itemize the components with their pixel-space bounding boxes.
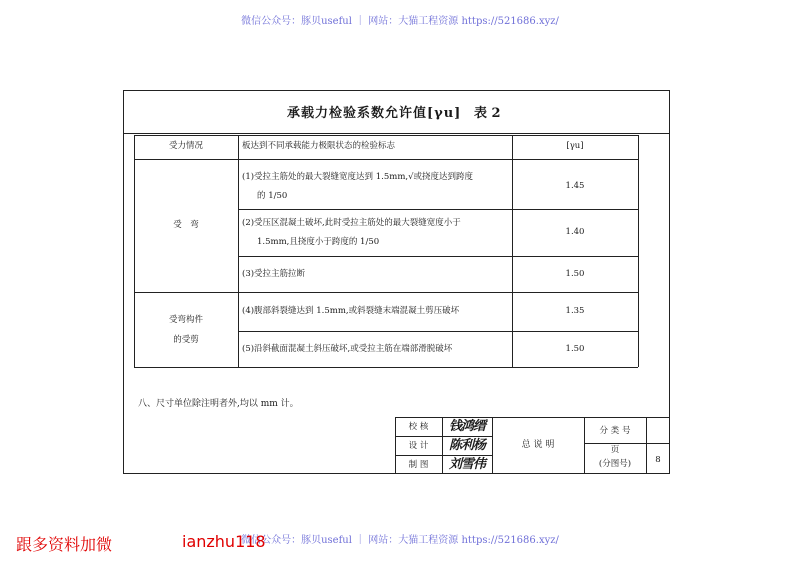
column-divider	[238, 135, 239, 367]
row-2-text-line1: (2)受压区混凝土破坏,此时受拉主筋处的最大裂缝宽度小于	[242, 218, 461, 228]
dimension-note: 八、尺寸单位除注明者外,均以 mm 计。	[138, 399, 299, 409]
row-4-value: 1.35	[565, 306, 585, 316]
design-label: 设 计	[408, 441, 429, 451]
row-5-text: (5)沿斜截面混凝土斜压破坏,或受拉主筋在端部滑脱破坏	[242, 344, 453, 354]
row-3-value: 1.50	[565, 269, 585, 279]
row-1-text-line1: (1)受拉主筋处的最大裂缝宽度达到 1.5mm,√或挠度达到跨度	[242, 172, 474, 182]
column-divider	[512, 135, 513, 367]
watermark-top: 微信公众号：豚贝useful ｜ 网站：大猫工程资源 https://521686.xyz/	[241, 16, 559, 27]
table-top-border	[134, 135, 638, 136]
row-3-text: (3)受拉主筋拉断	[242, 269, 306, 279]
footer-contact-id: ianzhu118	[182, 532, 266, 551]
checker-signature: 钱鸿缙	[448, 419, 485, 434]
header-bottom-border	[134, 159, 638, 160]
header-coefficient: [γu]	[566, 141, 584, 151]
row-1-text-line2: 的 1/50	[257, 191, 288, 201]
group-divider	[134, 292, 638, 293]
row-divider	[238, 209, 638, 210]
page-number: 8	[655, 455, 661, 465]
row-5-value: 1.50	[565, 344, 585, 354]
drawing-frame	[123, 90, 670, 474]
check-label: 校 核	[408, 422, 429, 432]
table-label: 表 2	[474, 106, 501, 121]
title-row	[124, 91, 669, 134]
page-label: 页	[610, 445, 620, 455]
footer-promo-text: 跟多资料加微	[16, 535, 113, 554]
document-title: 总 说 明	[521, 440, 555, 450]
category-label: 分 类 号	[599, 426, 631, 436]
header-force-condition: 受力情况	[168, 141, 203, 151]
draw-label: 制 图	[408, 460, 429, 470]
group-name-bending: 受 弯	[173, 220, 199, 230]
table-right-border	[638, 135, 639, 367]
table-bottom-border	[134, 367, 638, 368]
row-2-value: 1.40	[565, 227, 585, 237]
row-divider	[238, 256, 638, 257]
designer-signature: 陈利杨	[448, 438, 485, 453]
header-inspection-mark: 板达到不同承载能力极限状态的检验标志	[242, 141, 396, 151]
row-2-text-line2: 1.5mm,且挠度小于跨度的 1/50	[257, 237, 380, 247]
group-name-shear-line2: 的受剪	[173, 335, 199, 345]
row-1-value: 1.45	[565, 181, 585, 191]
table-title: 承载力检验系数允许值[γu]	[287, 106, 462, 121]
row-divider	[238, 331, 638, 332]
drafter-signature: 刘雪伟	[448, 457, 485, 472]
group-name-shear-line1: 受弯构件	[168, 315, 203, 325]
row-4-text: (4)腹部斜裂缝达到 1.5mm,或斜裂缝末端混凝土剪压破坏	[242, 306, 460, 316]
watermark-bottom: 微信公众号：豚贝useful ｜ 网站：大猫工程资源 https://521686.xyz/	[241, 535, 559, 546]
sub-drawing-label: (分图号)	[598, 459, 632, 469]
